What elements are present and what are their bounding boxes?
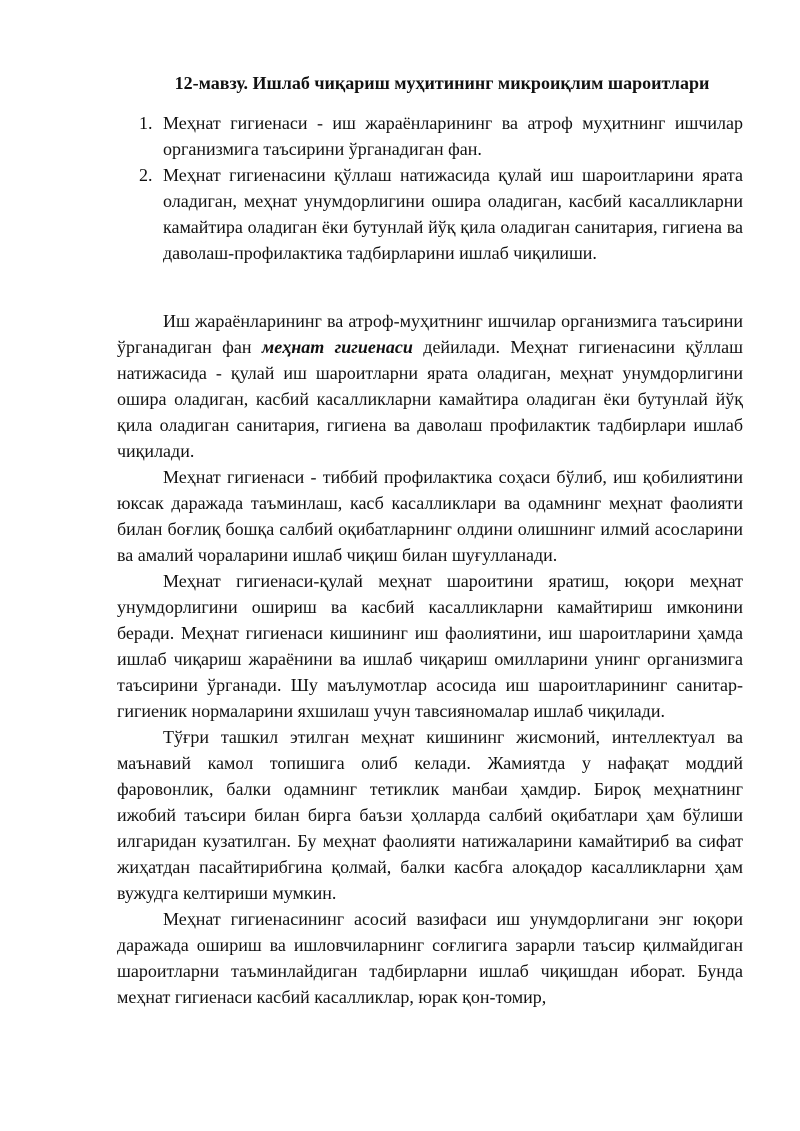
- definition-list: [117, 110, 743, 266]
- paragraph: Тўғри ташкил этилган меҳнат кишининг жисмоний, интеллектуал ва маънавий камол топишига олиб келади. Жамиятда у нафақат моддий фаровонлик, балки одамнинг тетиклик манбаи ҳамдир. Бироқ меҳнатнинг ижобий таъсири билан бирга баъзи ҳолларда салбий оқибатлари ҳам бўлиши илгаридан кузатилган. Бу меҳнат фаолияти натижаларини камайтириб ва сифат жиҳатдан пасайтирибгина қолмай, балки касбга алоқадор касалликларни ҳам вужудга келтириши мумкин.: [117, 727, 743, 903]
- list-item-text: Меҳнат гигиенаси - иш жараёнларининг ва атроф муҳитнинг ишчилар организмига таъсирини ўрганадиган фан.: [163, 113, 743, 159]
- section-spacer: [117, 266, 743, 308]
- list-item: [117, 162, 743, 266]
- list-item: [117, 110, 743, 162]
- document-title: 12-мавзу. Ишлаб чиқариш муҳитининг микроиқлим шароитлари: [174, 73, 710, 93]
- document-page: [117, 70, 743, 1010]
- paragraph: Меҳнат гигиенаси-қулай меҳнат шароитини яратиш, юқори меҳнат унумдорлигини ошириш ва касбий касалликларни камайтириш имконини беради. Меҳнат гигиенаси кишининг иш фаолиятини, иш шароитларини ҳамда ишлаб чиқариш жараёнини ва ишлаб чиқариш омилларини унинг организмига таъсирини ўрганади. Шу маълумотлар асосида иш шароитларининг санитар-гигиеник нормаларини яхшилаш учун тавсияномалар ишлаб чиқилади.: [117, 571, 743, 721]
- paragraph-text: Иш жараёнларининг ва атроф-муҳитнинг ишчилар организмига таъсирини ўрганадиган фан: [117, 311, 743, 357]
- paragraph-text: дейилади. Меҳнат гигиенасини қўллаш натижасида - қулай иш шароитларни ярата оладиган, меҳнат унумдорлигини ошира оладиган, касбий касалликларни камайтира оладиган ёки бутунлай йўқ қила оладиган санитария, гигиена ва даволаш профилактик тадбирлари ишлаб чиқилади.: [117, 337, 744, 461]
- list-item-text: Меҳнат гигиенасини қўллаш натижасида қулай иш шароитларини ярата оладиган, меҳнат унумдорлигини ошира оладиган, касбий касалликларни камайтира оладиган ёки бутунлай йўқ қила оладиган санитария, гигиена ва даволаш-профилактика тадбирларини ишлаб чиқилиши.: [163, 165, 743, 263]
- paragraph: Меҳнат гигиенасининг асосий вазифаси иш унумдорлигани энг юқори даражада ошириш ва ишловчиларнинг соғлигига зарарли таъсир қилмайдиган шароитларни таъминлайдиган тадбирларни ишлаб чиқишдан иборат. Бунда меҳнат гигиенаси касбий касалликлар, юрак қон-томир,: [117, 909, 743, 1007]
- paragraph: [117, 308, 743, 464]
- list-item-number: 1.: [139, 113, 153, 133]
- list-item-number: 2.: [139, 165, 153, 185]
- emphasized-term: меҳнат гигиенаси: [261, 337, 413, 357]
- paragraph: Меҳнат гигиенаси - тиббий профилактика соҳаси бўлиб, иш қобилиятини юксак даражада таъминлаш, касб касалликлари ва одамнинг меҳнат фаолияти билан боғлиқ бошқа салбий оқибатларнинг олдини олишнинг илмий асосларини ва амалий чораларини ишлаб чиқиш билан шуғулланади.: [117, 467, 743, 565]
